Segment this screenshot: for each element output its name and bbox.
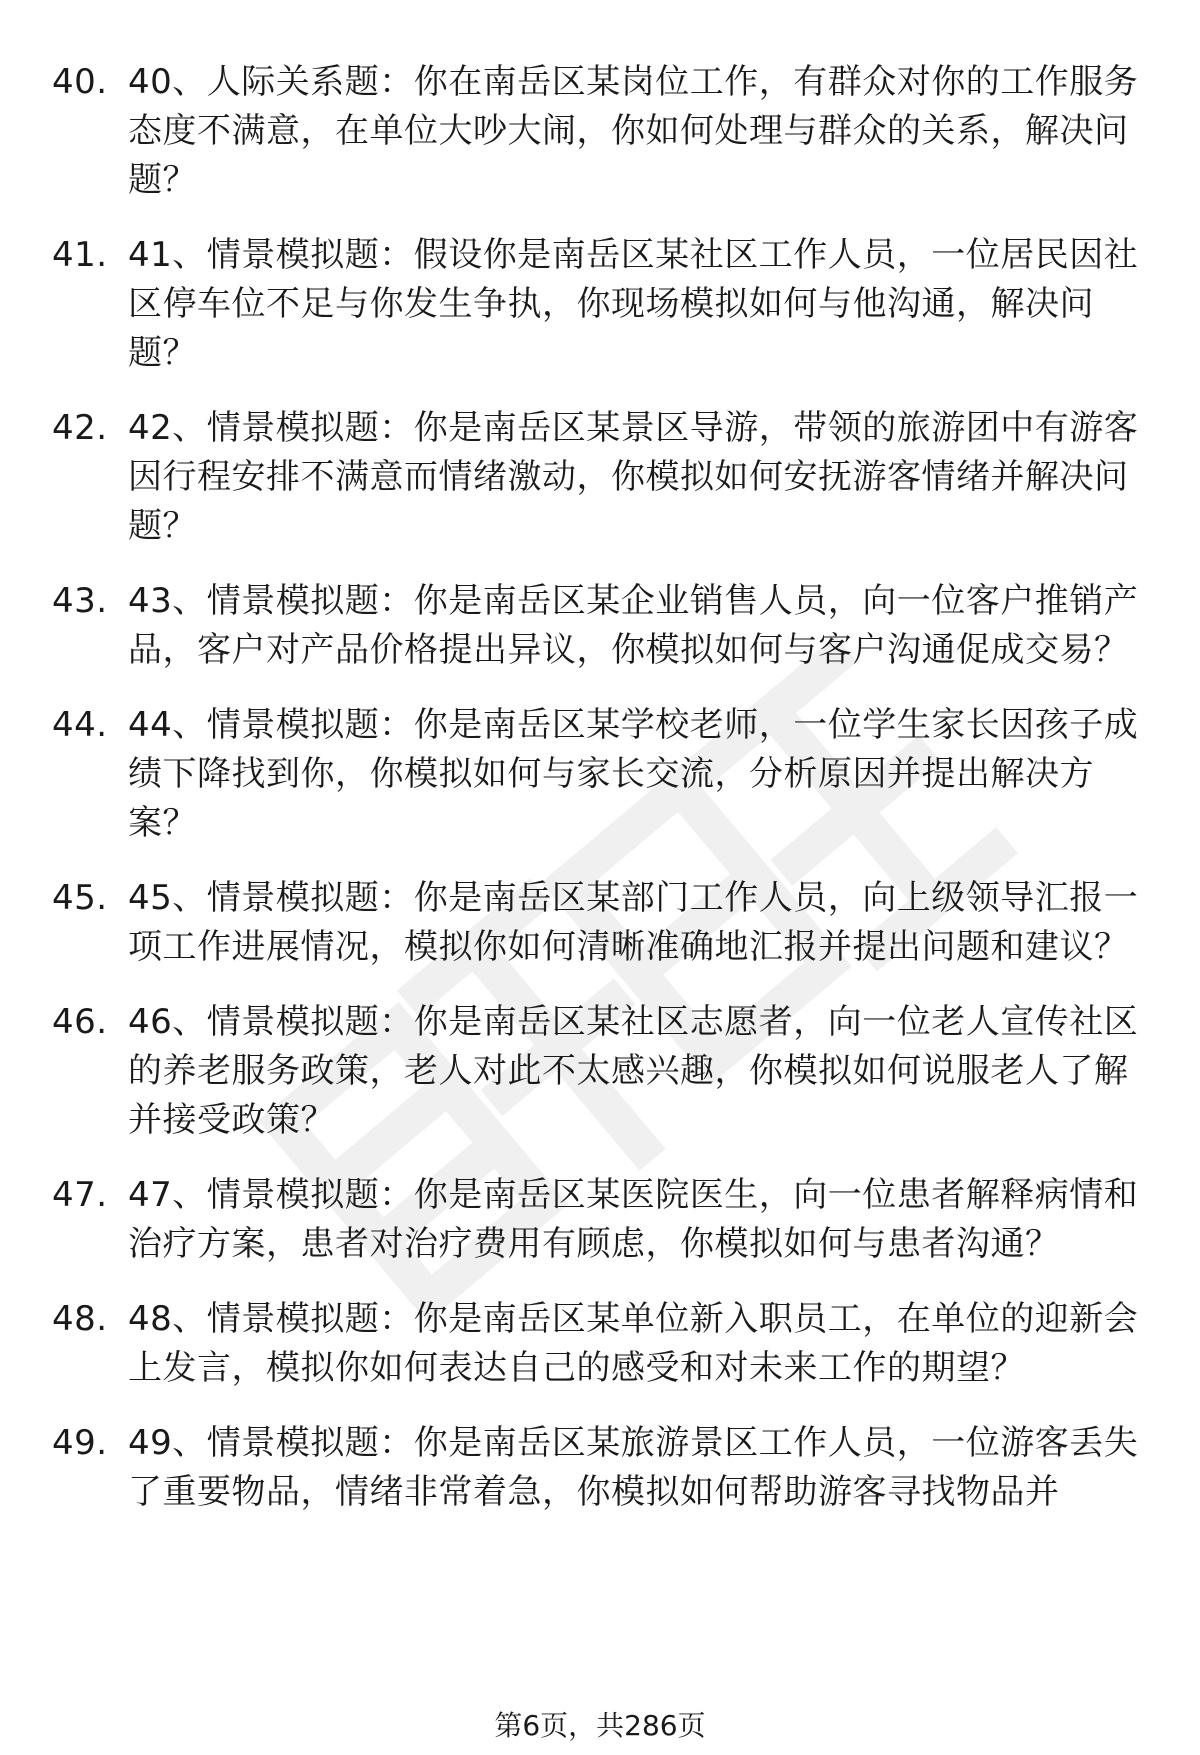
question-text: 48、情景模拟题：你是南岳区某单位新入职员工，在单位的迎新会上发言，模拟你如何表达自己的感受和对未来工作的期望？ bbox=[128, 1299, 1139, 1388]
list-item bbox=[52, 58, 1142, 205]
page-footer: 第6页，共286页 bbox=[494, 1709, 706, 1742]
list-item bbox=[52, 1419, 1142, 1517]
question-number: 42. bbox=[52, 408, 108, 448]
question-number: 43. bbox=[52, 581, 108, 621]
question-list bbox=[52, 58, 1142, 1543]
question-number: 49. bbox=[52, 1423, 108, 1463]
question-text: 42、情景模拟题：你是南岳区某景区导游，带领的旅游团中有游客因行程安排不满意而情绪激动，你模拟如何安抚游客情绪并解决问题？ bbox=[128, 408, 1139, 546]
question-number: 47. bbox=[52, 1175, 108, 1215]
list-item bbox=[52, 404, 1142, 551]
question-number: 48. bbox=[52, 1299, 108, 1339]
question-number: 45. bbox=[52, 878, 108, 918]
question-number: 41. bbox=[52, 235, 108, 275]
list-item bbox=[52, 998, 1142, 1145]
question-text: 45、情景模拟题：你是南岳区某部门工作人员，向上级领导汇报一项工作进展情况，模拟你如何清晰准确地汇报并提出问题和建议？ bbox=[128, 878, 1139, 967]
question-text: 47、情景模拟题：你是南岳区某医院医生，向一位患者解释病情和治疗方案，患者对治疗费用有顾虑，你模拟如何与患者沟通？ bbox=[128, 1175, 1139, 1264]
question-number: 46. bbox=[52, 1002, 108, 1042]
list-item bbox=[52, 1295, 1142, 1393]
question-text: 49、情景模拟题：你是南岳区某旅游景区工作人员，一位游客丢失了重要物品，情绪非常着急，你模拟如何帮助游客寻找物品并 bbox=[128, 1423, 1139, 1512]
question-number: 40. bbox=[52, 62, 108, 102]
list-item bbox=[52, 874, 1142, 972]
list-item bbox=[52, 1171, 1142, 1269]
question-text: 43、情景模拟题：你是南岳区某企业销售人员，向一位客户推销产品，客户对产品价格提出异议，你模拟如何与客户沟通促成交易？ bbox=[128, 581, 1139, 670]
question-text: 41、情景模拟题：假设你是南岳区某社区工作人员，一位居民因社区停车位不足与你发生争执，你现场模拟如何与他沟通，解决问题？ bbox=[128, 235, 1139, 373]
question-number: 44. bbox=[52, 705, 108, 745]
list-item bbox=[52, 701, 1142, 848]
list-item bbox=[52, 231, 1142, 378]
question-text: 44、情景模拟题：你是南岳区某学校老师，一位学生家长因孩子成绩下降找到你，你模拟如何与家长交流，分析原因并提出解决方案？ bbox=[128, 705, 1139, 843]
question-text: 40、人际关系题：你在南岳区某岗位工作，有群众对你的工作服务态度不满意，在单位大吵大闹，你如何处理与群众的关系，解决问题？ bbox=[128, 62, 1139, 200]
question-text: 46、情景模拟题：你是南岳区某社区志愿者，向一位老人宣传社区的养老服务政策，老人对此不太感兴趣，你模拟如何说服老人了解并接受政策？ bbox=[128, 1002, 1139, 1140]
list-item bbox=[52, 577, 1142, 675]
